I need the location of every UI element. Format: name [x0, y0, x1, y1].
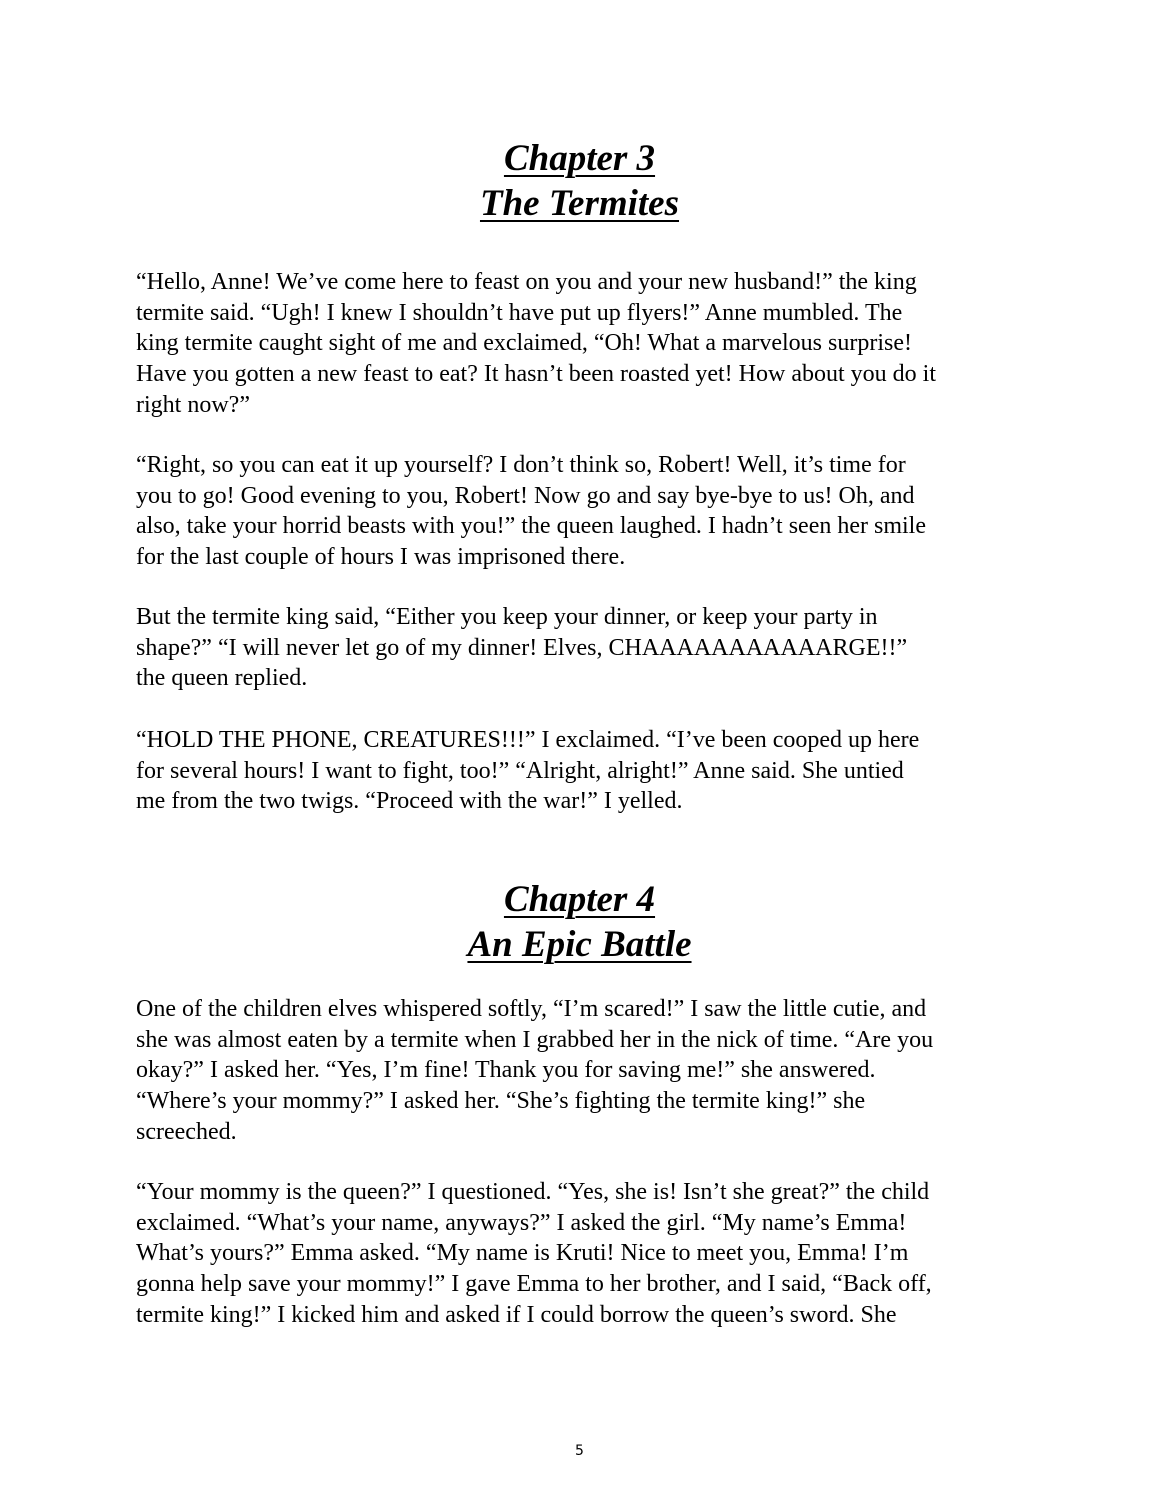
chapter-4-paragraph-2: “Your mommy is the queen?” I questioned. “Yes, she is! Isn’t she great?” the child exclaimed. “What’s your name, anyways?” I asked the girl. “My name’s Emma! What’s yours?” Emma asked. “My name is Kruti! Nice to meet you, Emma! I’m gonna help save your mommy!” I gave Emma to her brother, and I said, “Back off, termite king!” I kicked him and asked if I could borrow the queen’s sword. She	[136, 1179, 932, 1328]
chapter-3-title: The Termites	[479, 183, 680, 224]
chapter-3-paragraph-2: “Right, so you can eat it up yourself? I don’t think so, Robert! Well, it’s time for you to go! Good evening to you, Robert! Now go and say bye-bye to us! Oh, and also, take your horrid beasts with you!” the queen laughed. I hadn’t seen her smile for the last couple of hours I was imprisoned there.	[136, 452, 926, 571]
chapter-4-title: An Epic Battle	[467, 924, 692, 965]
chapter-3-heading	[0, 136, 1159, 226]
chapter-3-paragraph-3: But the termite king said, “Either you keep your dinner, or keep your party in shape?” “I will never let go of my dinner! Elves, CHAAAAAAAAAAARGE!!” the queen replied.	[136, 604, 908, 692]
page-number: 5	[575, 1443, 584, 1459]
chapter-4-number: Chapter 4	[503, 879, 656, 920]
chapter-3-number: Chapter 3	[503, 138, 656, 179]
chapter-3-paragraph-4: “HOLD THE PHONE, CREATURES!!!” I exclaimed. “I’ve been cooped up here for several hours! I want to fight, too!” “Alright, alright!” Anne said. She untied me from the two twigs. “Proceed with the war!” I yelled.	[136, 727, 920, 815]
chapter-4-heading	[0, 877, 1159, 967]
chapter-3-paragraph-1: “Hello, Anne! We’ve come here to feast on you and your new husband!” the king termite said. “Ugh! I knew I shouldn’t have put up flyers!” Anne mumbled. The king termite caught sight of me and exclaimed, “Oh! What a marvelous surprise! Have you gotten a new feast to eat? It hasn’t been roasted yet! How about you do it right now?”	[136, 269, 936, 418]
chapter-4-paragraph-1: One of the children elves whispered softly, “I’m scared!” I saw the little cutie, and she was almost eaten by a termite when I grabbed her in the nick of time. “Are you okay?” I asked her. “Yes, I’m fine! Thank you for saving me!” she answered. “Where’s your mommy?” I asked her. “She’s fighting the termite king!” she screeched.	[136, 996, 934, 1145]
